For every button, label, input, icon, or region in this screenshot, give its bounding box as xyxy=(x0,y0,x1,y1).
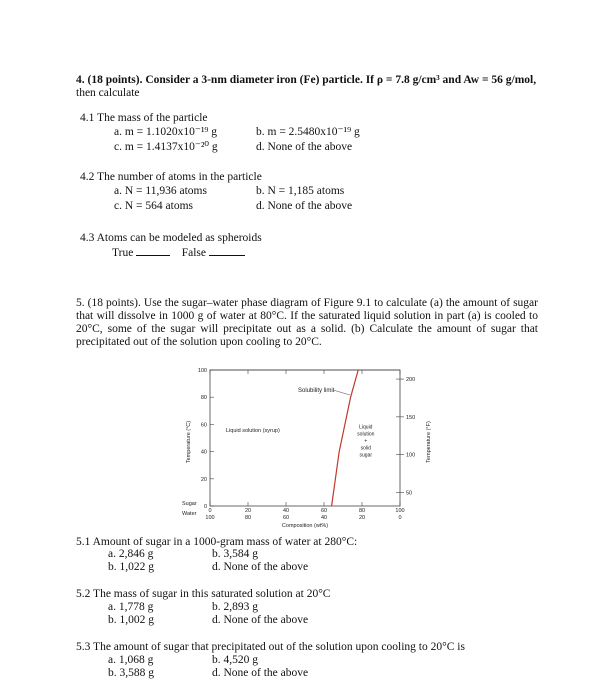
q52-option-c[interactable]: b. 1,002 g xyxy=(108,614,154,626)
q41-option-b[interactable]: b. m = 2.5480x10⁻¹⁹ g xyxy=(256,126,360,138)
q52-option-a[interactable]: a. 1,778 g xyxy=(108,601,154,613)
y-left-tick-label: 100 xyxy=(197,368,207,374)
two-phase-word: + xyxy=(364,438,368,445)
q43-true-blank[interactable] xyxy=(136,246,170,256)
two-phase-word: solution xyxy=(357,431,375,438)
q53-option-d[interactable]: d. None of the above xyxy=(212,667,309,679)
q43-false-label: False xyxy=(181,247,206,259)
y-right-tick-label: 150 xyxy=(406,414,416,421)
q43-true-label: True xyxy=(112,247,134,259)
two-phase-word: solid xyxy=(360,445,371,452)
x-water-tick-label: 20 xyxy=(358,515,366,521)
y-left-tick-label: 20 xyxy=(200,476,207,483)
y-axis-left-label: Temperature (°C) xyxy=(186,420,192,464)
x-sugar-tick-label: 0 xyxy=(208,508,212,514)
y-right-tick-label: 100 xyxy=(406,452,416,459)
q42-title: 4.2 The number of atoms in the particle xyxy=(80,171,262,183)
q42-option-b[interactable]: b. N = 1,185 atoms xyxy=(256,185,345,197)
q51-title: 5.1 Amount of sugar in a 1000-gram mass of water at 280°C: xyxy=(76,536,358,548)
x-axis-label: Composition (wt%) xyxy=(281,523,329,529)
x-water-tick-label: 0 xyxy=(398,515,402,521)
liquid-region-label: Liquid solution (syrup) xyxy=(226,428,280,434)
q52-option-d[interactable]: d. None of the above xyxy=(212,614,309,626)
solubility-leader xyxy=(333,390,350,395)
q5-stem: 5. (18 points). Use the sugar–water phase diagram of Figure 9.1 to calculate (a) the amount of sugar that will dissolve in 1000 g of water at 80°C. If the saturated liquid solution in part (a) is cooled to 20°C, some of the sugar will precipitate out as a solid. (b) Calculate the amount of sugar that precipitated out of the solution upon cooling to 20°C. xyxy=(76,297,538,348)
q41-option-c[interactable]: c. m = 1.4137x10⁻²⁰ g xyxy=(114,141,218,153)
y-left-tick-label: 60 xyxy=(200,422,207,429)
solubility-curve xyxy=(332,370,359,506)
sugar-axis-label: Sugar xyxy=(182,501,197,507)
y-right-tick-label: 200 xyxy=(406,377,416,384)
phase-diagram xyxy=(180,362,440,532)
q43-true-false xyxy=(112,246,245,260)
x-sugar-tick-label: 20 xyxy=(244,508,252,514)
y-left-tick-label: 40 xyxy=(200,449,207,456)
x-water-tick-label: 100 xyxy=(205,515,215,521)
two-phase-word: Liquid xyxy=(359,424,373,431)
x-sugar-tick-label: 80 xyxy=(358,508,366,514)
q41-option-d[interactable]: d. None of the above xyxy=(256,141,353,153)
x-sugar-tick-label: 60 xyxy=(320,508,328,514)
x-water-tick-label: 40 xyxy=(320,515,328,521)
q4-stem-line1: 4. (18 points). Consider a 3-nm diameter iron (Fe) particle. If ρ = 7.8 g/cm³ and Aw = 56 g/mol, xyxy=(76,74,537,86)
two-phase-word: sugar xyxy=(359,452,373,459)
solubility-limit-label: Solubility limit xyxy=(298,388,335,394)
x-sugar-tick-label: 100 xyxy=(395,508,405,514)
q52-title: 5.2 The mass of sugar in this saturated solution at 20°C xyxy=(76,588,331,600)
y-right-tick-label: 50 xyxy=(406,490,413,497)
q41-title: 4.1 The mass of the particle xyxy=(80,112,208,124)
q52-option-b[interactable]: b. 2,893 g xyxy=(212,601,258,613)
y-axis-right-label: Temperature (°F) xyxy=(426,421,432,463)
y-left-tick-label: 0 xyxy=(203,504,207,510)
q42-option-c[interactable]: c. N = 564 atoms xyxy=(114,200,193,212)
q51-option-b[interactable]: b. 3,584 g xyxy=(212,548,258,560)
q51-option-c[interactable]: b. 1,022 g xyxy=(108,561,154,573)
q4-stem-line2: then calculate xyxy=(76,87,140,99)
q41-option-a[interactable]: a. m = 1.1020x10⁻¹⁹ g xyxy=(114,126,218,138)
q43-false-blank[interactable] xyxy=(209,246,245,256)
y-left-tick-label: 80 xyxy=(200,395,207,402)
q43-title: 4.3 Atoms can be modeled as spheroids xyxy=(80,232,262,244)
water-axis-label: Water xyxy=(182,511,197,517)
q53-option-a[interactable]: a. 1,068 g xyxy=(108,654,154,666)
q53-option-c[interactable]: b. 3,588 g xyxy=(108,667,154,679)
two-phase-label xyxy=(357,424,374,458)
x-water-tick-label: 80 xyxy=(244,515,252,521)
q53-title: 5.3 The amount of sugar that precipitated out of the solution upon cooling to 20°C is xyxy=(76,641,465,653)
q42-option-a[interactable]: a. N = 11,936 atoms xyxy=(114,185,207,197)
q53-option-b[interactable]: b. 4,520 g xyxy=(212,654,258,666)
q42-option-d[interactable]: d. None of the above xyxy=(256,200,353,212)
q51-option-a[interactable]: a. 2,846 g xyxy=(108,548,154,560)
x-sugar-tick-label: 40 xyxy=(282,508,290,514)
x-water-tick-label: 60 xyxy=(282,515,290,521)
q51-option-d[interactable]: d. None of the above xyxy=(212,561,309,573)
